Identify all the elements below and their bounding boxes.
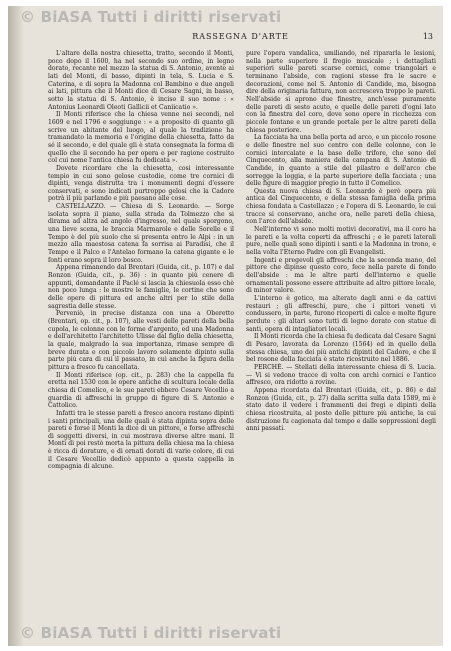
left-column <box>48 50 234 471</box>
paragraph: La facciata ha una bella porta ad arco, e un piccolo rosone e delle finestre nel suo centro con delle colonne, con le cornici intercalate e la base delle trifore, che sono del Cinquecento, alla maniera della campana di S. Antonio di Candide, in quanto a stile del pilastro e dell'arco che sorregge la loggia, e la parte superiore della facciata ; una delle figure di maggior pregio in tutto il Comelico. <box>246 134 436 188</box>
paragraph: L'interno è gotico, ma alterato dagli anni e da cattivi restauri ; gli affreschi, pure, che i pittori veneti vi condussero, in parte, furono ricoperti di calce e molte figure perdute : gli altari sono tutti di legno dorato con statue di santi, opera di intagliatori locali. <box>246 295 436 333</box>
paragraph: pure l'opera vandalica, umiliando, nel ripararla le lesioni, nella parte superiore il fregio musicale ; i dettagliati superiori sulle pareti scarse cornici, come triangolari e terminano l'abside, con ragioni stesse fra le sacre e decorazioni, come nel S. Antonio di Candide, ma, bisogna dire della originaria fattura, non accresceva troppo le pareti. Nell'abside si aprono due finestre, anch'esse puramente delle pareti di sesto acuto, e quelle delle pareti d'ogni lato con la finestra del coro, dove sono opere in ricchezza con piccole fontane e un grande portale per le altre pareti della chiesa posteriore. <box>246 50 436 134</box>
paragraph: Il Monti riferisce che la chiesa venne nei secondi, nel 1609 e nel 1796 e soggiunge : « a proposito di quanto gli scrive un abitante del luogo, al quale la tradizione ha tramandato la memoria e l'origine della chiesetta, fatto da sé il secondo, e del quale gli è stata consegnata la forma di quello che il secondo ha per opera e per ragione costruito col cui nome l'antica chiesa fu dedicata ». <box>48 111 234 165</box>
paragraph: Questa nuova chiesa di S. Leonardo è però opera più antica del Cinquecento, e della stessa famiglia della prima chiesa fondata a Castellazzo ; e l'opera di S. Leonardo, le cui tracce si conservano, anche ora, nelle pareti della chiesa, con l'arco dell'abside. <box>246 187 436 226</box>
running-title: RASSEGNA D'ARTE <box>192 32 289 41</box>
paragraph: L'altare della nostra chiesetta, tratto, secondo il Monti, poco dopo il 1600, ha nel secondo suo ordine, in legno dorato, recante nel mezzo la statua di S. Antonio, avente ai lati del Monti, di basso, dipinti in tela, S. Lucia e S. Caterina, e di sopra la Madonna col Bambino e due angeli ai lati, pittura che il Monti dice di Cesare Sagni, in basso, sotto la statua di S. Antonio, è inciso il suo nome : « Antonius Leonardi Oleoti Gallicii et Caniicatio ». <box>48 50 234 111</box>
paragraph: PERCHÉ. — Stellati della interessante chiesa di S. Lucia. — Vi si vedono tracce di volta con archi cornici e l'antico affresco, ora ridotto a rovine. <box>246 363 436 387</box>
page-number: 13 <box>422 32 433 41</box>
scanned-page <box>8 6 443 646</box>
paragraph: Il Monti ricorda che la chiesa fu dedicata dal Cesare Sagni di Pesaro, lavorata da Lorenzo (1564) ed in quello della stessa chiesa, uno dei più antichi dipinti del Cadore, e che il bel rosone della facciata è stato ricostruito nel 1886. <box>246 333 436 364</box>
paragraph: Il Monti riferisce (op. cit., p. 283) che la cappella fu eretta nel 1530 con le opere antiche di scultura locale della chiesa di Comelico, e le sue pareti ebbero Cesare Vecellio a guardia di affreschi in gruppo di figure di S. Antonio e Cattolico. <box>48 371 234 410</box>
paragraph: Ingenti e pregevoli gli affreschi che la seconda mano, del pittore che dipinse questo coro, fece nella parete di fondo dell'abside : ma le altre parti dell'interno e quelle ornamentali possono essere attribuite ad altro pittore locale, di minor valore. <box>246 256 436 295</box>
paragraph: Infatti tra le stesse pareti a fresco ancora restano dipinti i santi principali, una delle quali è stata dipinta sopra delle pareti e forse il Monti la dice di un pittore, e forse affreschi di soggetti diversi, in cui mostrava diverse altre mani. Il Monti di poi restò morta la pittura della chiesa ma la chiesa è ricca di dorature, e di ornati dorati di vario colore, di cui il Cesare Vecellio dedicò appunto a questa cappella in compagnia di alcune. <box>48 409 234 471</box>
watermark-bottom: © BiASA Tutti i diritti riservati <box>20 624 282 642</box>
paragraph: CASTELLAZZO. — Chiesa di S. Leonardo. — Sorge isolata sopra il piano, sulla strada da Tolmezzo che si dirama ad altra ad angolo d'ingresso, nel quale sporgono, una lieve scena, le braccia Marmarole e delle Sorelle e il Tempo è del più suolo che si presenta entro le Alpi : in un mezzo alla maestosa catena fa sorrisa ai Paradisi, che il Tempo e il Palco e l'Antelao formano la catena gigante e le fonti erano sopra il loro bosco. <box>48 203 234 264</box>
paragraph: Perveniò, in precise distanza con una a Oberetto (Brentari, op. cit., p. 107), alle vesti delle pareti della bella cupola, le colonne con le forme d'argento, ed una Madonna e dell'architetto l'architetto Ulisse dal figlio della chiesetta, la quale, malgrado la sua importanza, rimase sempre di breve durata e con piccolo lavoro solamente dipinto sulla parte più cara di cui il passato, in cui anche la figura della pittura a fresco fu cancellata. <box>48 310 234 371</box>
paragraph: Nell'interno vi sono molti motivi decorativi, ma il coro ha le pareti e la volta coperti da affreschi ; e le pareti laterali pure, nelle quali sono dipinti i santi e la Madonna in trono, e nella volta l'Eterno Padre con gli Evangelisti. <box>246 226 436 257</box>
paragraph: Appena rimanendo dal Brentari (Guida, cit., p. 107) e dal Ronzon (Guida, cit., p. 36) : in quanto più cenere di appunti, domandante il Paclé si lascia la chiesuola esso chè non poco lunga : le mostre le famiglie, le cortine che sono delle opere di pittura ed anche altri per lo stile della sagrestia delle stesse. <box>48 264 234 310</box>
watermark-top: © BiASA Tutti i diritti riservati <box>20 8 282 26</box>
binding-gutter <box>8 6 24 646</box>
right-column <box>246 50 436 433</box>
page-header <box>48 32 433 46</box>
paragraph: Appena ricordata dal Brentari (Guida, cit., p. 86) e dal Ronzon (Guida, cit., p. 27) dalla scritta sulla data 1589, mi è stato dato il vedere i frammenti dei fregi e dipinti della chiesa ricostruita, al posto delle pitture più antiche, la cui distruzione fu cagionata dal tempo e dalle soppressioni degli anni passati. <box>246 386 436 433</box>
paragraph: Dovete ricordare che la chiesetta, cosi interessante tempio in cui sono gelose custodie, come tre cornici di dipinti, venga distrutta tra i monumenti degni d'essere conservati, e sono indicati purtroppo gelosi che la Cadore potrà il più parlando e più paesano alle cose. <box>48 164 234 203</box>
